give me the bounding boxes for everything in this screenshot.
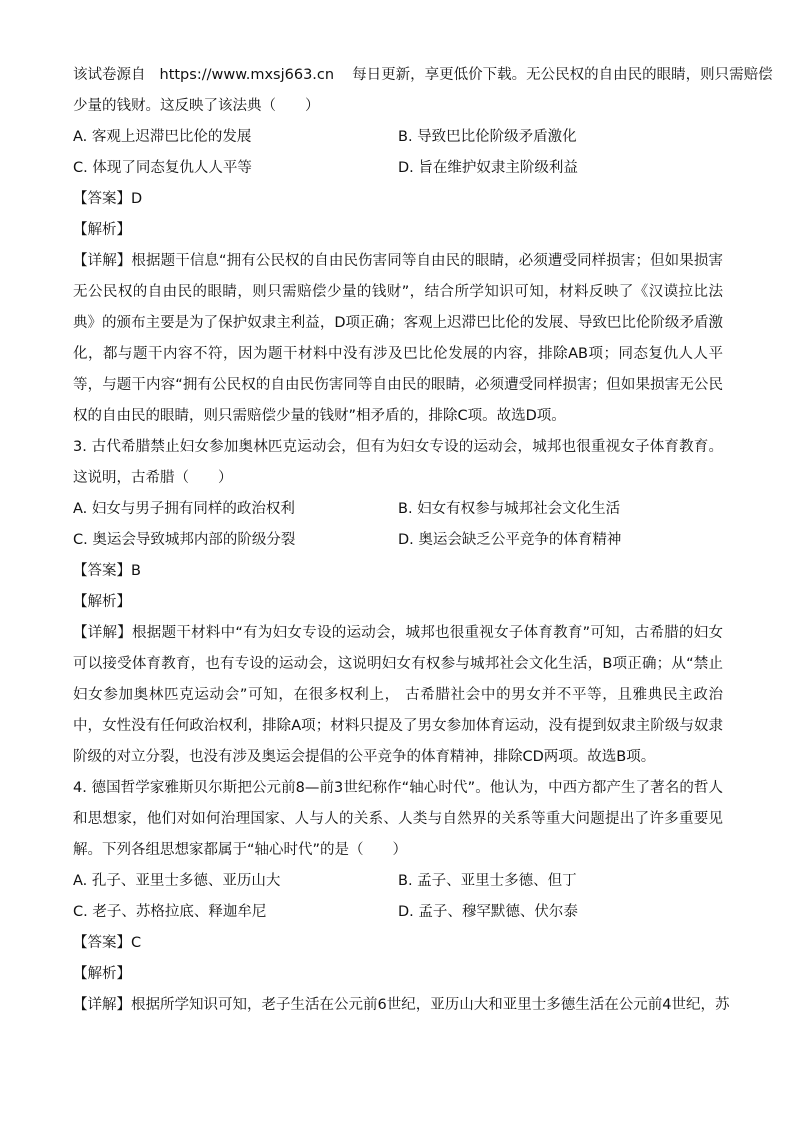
header-line <box>73 60 773 91</box>
question-stem: 4. 德国哲学家雅斯贝尔斯把公元前8—前3世纪称作“轴心时代”。他认为，中西方都产生了著名的哲人和思想家，他们对如何治理国家、人与人的关系、人类与自然界的关系等重大问题提出了许多重要见解。下列各组思想家都属于“轴心时代”的是（ ） <box>73 780 723 858</box>
answer: 【答案】D <box>73 191 143 207</box>
option-a: A. 孔子、亚里士多德、亚历山大 <box>73 873 281 889</box>
options-row <box>73 525 723 556</box>
source-url[interactable]: https://www.mxsj663.cn <box>159 67 335 83</box>
option-a: A. 妇女与男子拥有同样的政治权利 <box>73 501 295 517</box>
analysis-detail: 【详解】根据所学知识可知，老子生活在公元前6世纪，亚历山大和亚里士多德生活在公元前4世纪，苏 <box>73 997 730 1013</box>
option-b: B. 孟子、亚里士多德、但丁 <box>398 873 577 889</box>
source-prefix: 该试卷源自 <box>73 67 146 83</box>
analysis-label: 【解析】 <box>73 222 131 238</box>
options-row <box>73 494 723 525</box>
option-a: A. 客观上迟滞巴比伦的发展 <box>73 129 252 145</box>
option-b: B. 导致巴比伦阶级矛盾激化 <box>398 129 577 145</box>
answer: 【答案】C <box>73 935 142 951</box>
option-d: D. 奥运会缺乏公平竞争的体育精神 <box>398 532 622 548</box>
answer: 【答案】B <box>73 563 141 579</box>
document-page <box>73 60 773 1021</box>
option-d: D. 孟子、穆罕默德、伏尔泰 <box>398 904 578 920</box>
options-row <box>73 866 723 897</box>
options-row <box>73 153 723 184</box>
question-stem-continued: 每日更新，享更低价下载。无公民权的自由民的眼睛，则只需赔偿 <box>352 67 773 83</box>
question-stem: 3. 古代希腊禁止妇女参加奥林匹克运动会，但有为妇女专设的运动会，城邦也很重视女子体育教育。这说明，古希腊（ ） <box>73 439 723 486</box>
analysis-detail: 【详解】根据题干材料中“有为妇女专设的运动会，城邦也很重视女子体育教育”可知，古希腊的妇女可以接受体育教育，也有专设的运动会，这说明妇女有权参与城邦社会文化生活，B项正确；从“禁止妇女参加奥林匹克运动会”可知，在很多权利上， 古希腊社会中的男女并不平等，且雅典民主政治中，女性没有任何政治权利，排除A项；材料只提及了男女参加体育运动，没有提到奴隶主阶级与奴隶阶级的对立分裂，也没有涉及奥运会提倡的公平竞争的体育精神，排除CD两项。故选B项。 <box>73 625 723 765</box>
option-c: C. 老子、苏格拉底、释迦牟尼 <box>73 904 267 920</box>
option-c: C. 奥运会导致城邦内部的阶级分裂 <box>73 532 296 548</box>
options-row <box>73 897 723 928</box>
analysis-detail: 【详解】根据题干信息“拥有公民权的自由民伤害同等自由民的眼睛，必须遭受同样损害；但如果损害无公民权的自由民的眼睛，则只需赔偿少量的钱财”，结合所学知识可知，材料反映了《汉谟拉比法典》的颁布主要是为了保护奴隶主利益，D项正确；客观上迟滞巴比伦的发展、导致巴比伦阶级矛盾激化，都与题干内容不符，因为题干材料中没有涉及巴比伦发展的内容，排除AB项；同态复仇人人平等，与题干内容“拥有公民权的自由民伤害同等自由民的眼睛，必须遭受同样损害；但如果损害无公民权的自由民的眼睛，则只需赔偿少量的钱财”相矛盾的，排除C项。故选D项。 <box>73 253 723 424</box>
options-row <box>73 122 723 153</box>
analysis-label: 【解析】 <box>73 966 131 982</box>
option-d: D. 旨在维护奴隶主阶级利益 <box>398 160 578 176</box>
option-c: C. 体现了同态复仇人人平等 <box>73 160 252 176</box>
analysis-label: 【解析】 <box>73 594 131 610</box>
question-stem-end: 少量的钱财。这反映了该法典（ ） <box>73 98 320 114</box>
option-b: B. 妇女有权参与城邦社会文化生活 <box>398 501 621 517</box>
